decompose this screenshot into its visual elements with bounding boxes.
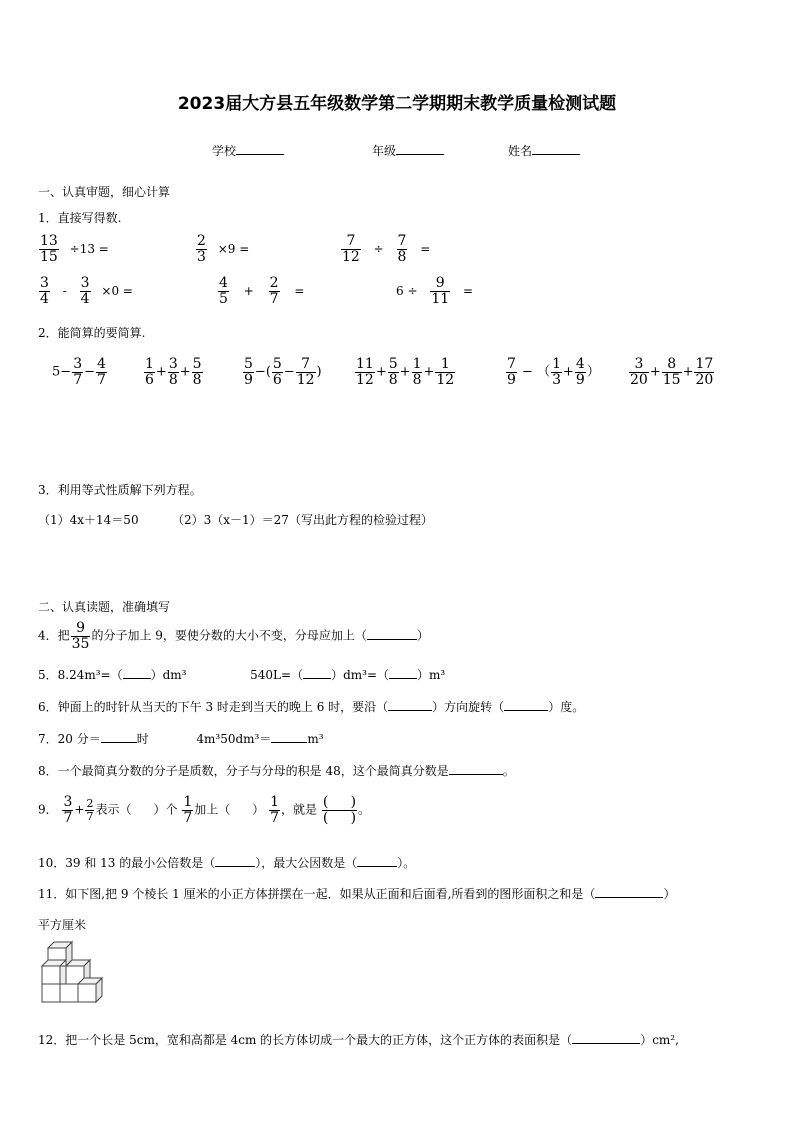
fraction: $\frac{1}{3}$ — [552, 356, 562, 388]
fraction: $\frac{3}{20}$ — [630, 356, 648, 388]
answer-blank[interactable] — [572, 1043, 640, 1044]
expression: $\frac{3}{20}$ + $\frac{8}{15}$ + $\frac{17}{20}$ — [630, 356, 714, 388]
calc-item: 6 ÷ $\frac{9}{11}$ = — [396, 275, 474, 307]
fraction: $\frac{3}{8}$ — [168, 356, 178, 388]
answer-blank[interactable] — [504, 710, 548, 711]
calc-item: $\frac{7}{12}$ ÷ $\frac{7}{8}$ = — [342, 233, 431, 265]
fraction: $\frac{3}{7}$ — [73, 356, 83, 388]
fraction: $\frac{7}{12}$ — [296, 356, 315, 388]
question-11: 11．如下图,把 9 个棱长 1 厘米的小正方体拼摆在一起．如果从正面和后面看,所看到的图形面积之和是（ ） — [38, 887, 676, 901]
fraction: $\frac{1}{7}$ — [270, 794, 280, 826]
fraction: $\frac{1}{7}$ — [183, 794, 193, 826]
fraction: $\frac{8}{15}$ — [662, 356, 681, 388]
fraction: $\frac{5}{8}$ — [388, 356, 398, 388]
calc-item: $\frac{3}{4}$ - $\frac{3}{4}$ ×0 = — [40, 275, 133, 307]
question-5: 5．8.24m³=（ ）dm³ 540L=（ ）dm³=（ ）m³ — [38, 668, 446, 682]
fraction: $\frac{1}{8}$ — [412, 356, 422, 388]
question-12: 12．把一个长是 5cm，宽和高都是 4cm 的长方体切成一个最大的正方体，这个正方体的表面积是（ ）cm², — [38, 1033, 679, 1047]
fraction: $\frac{13}{15}$ — [40, 233, 58, 265]
fraction: $\frac{3}{4}$ — [80, 275, 90, 307]
fraction: $\frac{5}{9}$ — [244, 356, 253, 388]
answer-blank[interactable] — [271, 742, 307, 743]
fraction: $\frac{4}{5}$ — [219, 275, 228, 307]
answer-blank[interactable] — [101, 742, 137, 743]
fraction: $\frac{7}{12}$ — [342, 233, 360, 265]
fraction: $\frac{7}{8}$ — [397, 233, 407, 265]
question-7: 7．20 分＝ 时 4m³50dm³＝ m³ — [38, 732, 324, 746]
grade-field[interactable]: 年级 — [372, 142, 444, 159]
equation: （1）4x＋14＝50 — [38, 513, 139, 527]
expression: $\frac{11}{12}$ + $\frac{5}{8}$ + $\frac{1}{8}$ + $\frac{1}{12}$ — [356, 356, 455, 388]
question-label: 2．能简算的要简算. — [38, 326, 146, 340]
fraction: $\frac{3}{4}$ — [40, 275, 49, 307]
calc-item: $\frac{4}{5}$ + $\frac{2}{7}$ = — [219, 275, 305, 307]
answer-blank[interactable] — [595, 897, 663, 898]
cube-stack-figure — [40, 940, 115, 1012]
equation: （2）3（x－1）＝27（写出此方程的检验过程） — [172, 513, 433, 527]
question-11-unit: 平方厘米 — [38, 918, 87, 932]
question-10: 10．39 和 13 的最小公倍数是（ ），最大公因数是（ ）。 — [38, 856, 416, 870]
fraction: $\frac{3}{7}$ — [63, 794, 73, 826]
name-field[interactable]: 姓名 — [508, 142, 580, 159]
calc-item: $\frac{2}{3}$ ×9 = — [197, 233, 250, 265]
page-title: 2023届大方县五年级数学第二学期期末教学质量检测试题 — [177, 94, 617, 114]
fraction: $\frac{1}{12}$ — [436, 356, 455, 388]
fraction: $\frac{11}{12}$ — [356, 356, 374, 388]
fraction: $\frac{7}{9}$ — [507, 356, 516, 388]
fraction: $\frac{5}{8}$ — [192, 356, 202, 388]
question-label: 3．利用等式性质解下列方程。 — [38, 483, 202, 497]
fraction: $\frac{2}{7}$ — [86, 797, 94, 823]
fraction: $\frac{9}{35}$ — [71, 620, 90, 652]
expression: 5− $\frac{3}{7}$ − $\frac{4}{7}$ — [52, 356, 106, 388]
fraction: $\frac{5}{6}$ — [272, 356, 282, 388]
fraction: $\frac{4}{7}$ — [97, 356, 106, 388]
fraction: $\frac{2}{7}$ — [269, 275, 279, 307]
fraction: $\frac{17}{20}$ — [695, 356, 714, 388]
answer-blank[interactable] — [123, 678, 151, 679]
question-4: 4．把 $\frac{9}{35}$ 的分子加上 9，要使分数的大小不变，分母应加上（ ） — [38, 620, 429, 652]
question-label: 1．直接写得数. — [38, 211, 122, 225]
answer-blank[interactable] — [303, 678, 331, 679]
fraction: $\frac{4}{9}$ — [575, 356, 585, 388]
expression: $\frac{5}{9}$ −( $\frac{5}{6}$ − $\frac{7}{12}$ ) — [244, 356, 322, 388]
expression: $\frac{1}{6}$ + $\frac{3}{8}$ + $\frac{5}{8}$ — [145, 356, 202, 388]
answer-fraction[interactable]: $\frac{( )}{( )}$ — [322, 794, 357, 826]
section-heading: 一、认真审题，细心计算 — [38, 185, 171, 199]
answer-blank[interactable] — [357, 866, 397, 867]
fraction: $\frac{1}{6}$ — [145, 356, 154, 388]
question-9: 9． $\frac{3}{7}$ + $\frac{2}{7}$ 表示（ ）个 $\frac{1}{7}$ 加上（ ） $\frac{1}{7}$ ，就是 $\frac{( )}{( )}$ 。 — [38, 794, 371, 826]
answer-blank[interactable] — [367, 639, 417, 640]
fraction: $\frac{2}{3}$ — [197, 233, 206, 265]
question-6: 6．钟面上的时针从当天的下午 3 时走到当天的晚上 6 时，要沿（ ）方向旋转（ ）度。 — [38, 700, 585, 714]
school-field[interactable]: 学校 — [212, 142, 284, 159]
answer-blank[interactable] — [449, 774, 503, 775]
expression: $\frac{7}{9}$ − （ $\frac{1}{3}$ + $\frac{4}{9}$ ） — [507, 356, 600, 388]
calc-item: $\frac{13}{15}$ ÷13 = — [40, 233, 109, 265]
answer-blank[interactable] — [389, 678, 417, 679]
question-8: 8．一个最简真分数的分子是质数，分子与分母的积是 48，这个最简真分数是 。 — [38, 764, 515, 778]
answer-blank[interactable] — [388, 710, 432, 711]
answer-blank[interactable] — [215, 866, 255, 867]
fraction: $\frac{9}{11}$ — [431, 275, 450, 307]
section-heading: 二、认真读题，准确填写 — [38, 600, 171, 614]
